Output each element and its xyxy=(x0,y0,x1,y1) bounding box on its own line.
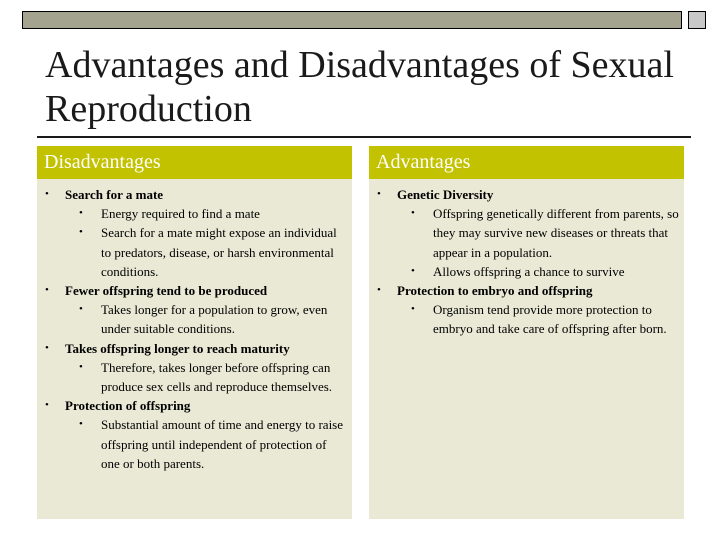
sub-item xyxy=(43,223,348,281)
decorative-square xyxy=(688,11,706,29)
sub-item-text: Offspring genetically different from parents, so they may survive new diseases or threats that appear in a population. xyxy=(433,206,679,260)
list-item xyxy=(43,185,348,204)
advantages-heading: Advantages xyxy=(369,146,684,179)
sub-item xyxy=(375,204,680,262)
bullet-icon: • xyxy=(411,207,415,220)
sub-item-text: Substantial amount of time and energy to raise offspring until independent of protection of one or both parents. xyxy=(101,417,344,471)
sub-item xyxy=(375,262,680,281)
title-divider xyxy=(37,136,691,138)
slide-title: Advantages and Disadvantages of Sexual Reproduction xyxy=(45,44,674,130)
bullet-icon: • xyxy=(79,207,83,220)
sub-item xyxy=(375,300,680,338)
list-item xyxy=(43,339,348,358)
sub-item-text: Takes longer for a population to grow, even under suitable conditions. xyxy=(101,302,328,337)
item-text: Takes offspring longer to reach maturity xyxy=(65,340,290,356)
bullet-icon: • xyxy=(45,188,49,200)
bullet-icon: • xyxy=(45,399,49,412)
bullet-icon: • xyxy=(45,284,49,297)
bullet-icon: • xyxy=(411,264,415,277)
item-text: Fewer offspring tend to be produced xyxy=(65,283,268,299)
bullet-icon: • xyxy=(79,303,83,316)
item-text: Genetic Diversity xyxy=(397,187,494,202)
item-text: Protection of offspring xyxy=(65,398,191,414)
sub-item-text: Energy required to find a mate xyxy=(101,206,260,222)
item-text: Protection to embryo and offspring xyxy=(397,283,593,299)
bullet-icon: • xyxy=(79,360,83,373)
sub-item xyxy=(43,204,348,223)
advantages-column xyxy=(369,146,684,519)
sub-item-text: Search for a mate might expose an individual to predators, disease, or harsh environmental conditions. xyxy=(101,225,337,279)
sub-item xyxy=(43,300,348,338)
sub-item-text: Therefore, takes longer before offspring can produce sex cells and reproduce themselves. xyxy=(101,359,333,395)
list-item xyxy=(375,185,680,204)
disadvantages-column xyxy=(37,146,352,519)
sub-item xyxy=(43,358,348,396)
bullet-icon: • xyxy=(377,284,381,297)
sub-item-text: Organism tend provide more protection to embryo and take care of offspring after born. xyxy=(433,302,667,337)
bullet-icon: • xyxy=(411,303,415,316)
disadvantages-heading: Disadvantages xyxy=(37,146,352,179)
bullet-icon: • xyxy=(377,188,381,200)
item-text: Search for a mate xyxy=(65,187,164,202)
advantages-list xyxy=(369,179,684,519)
sub-item xyxy=(43,415,348,473)
list-item xyxy=(43,396,348,415)
decorative-header-bar xyxy=(22,11,682,29)
sub-item-text: Allows offspring a chance to survive xyxy=(433,263,625,279)
bullet-icon: • xyxy=(79,226,83,239)
bullet-icon: • xyxy=(79,418,83,431)
disadvantages-list xyxy=(37,179,352,519)
bullet-icon: • xyxy=(45,341,49,354)
list-item xyxy=(375,281,680,300)
list-item xyxy=(43,281,348,300)
